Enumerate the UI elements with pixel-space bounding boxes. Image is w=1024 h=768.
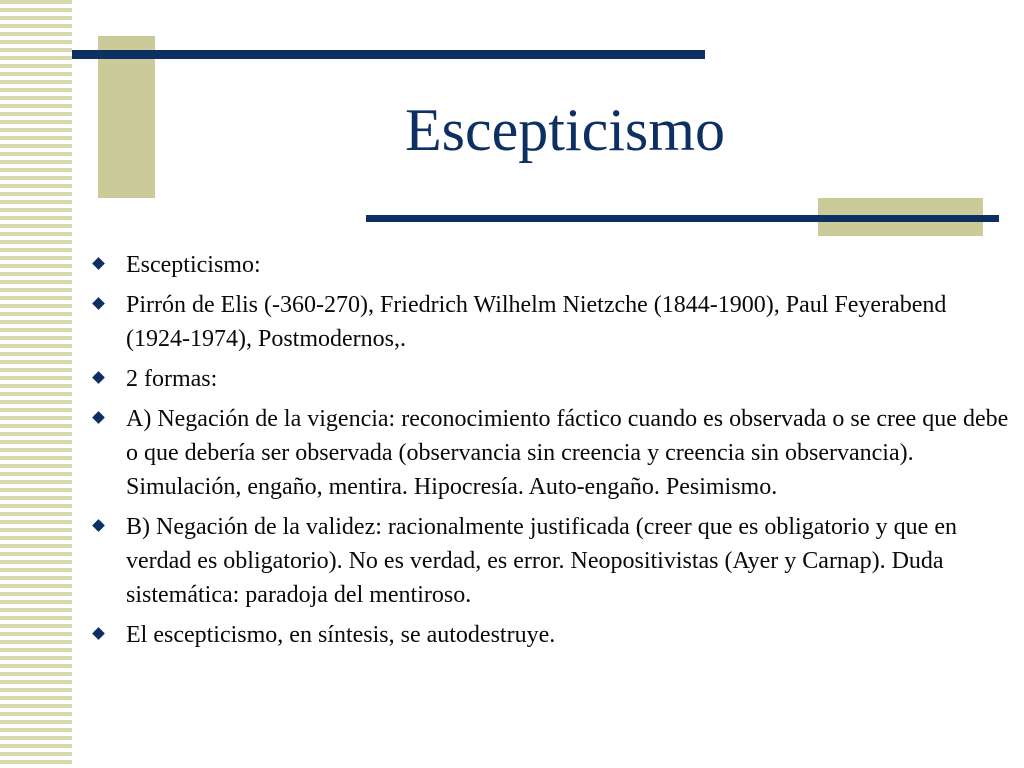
list-item bbox=[88, 618, 1012, 652]
title-rule-top bbox=[72, 50, 705, 59]
bullet-text: 2 formas: bbox=[126, 366, 218, 392]
left-stripe-decoration bbox=[0, 0, 72, 768]
diamond-bullet-icon bbox=[92, 371, 105, 384]
bullet-text: Escepticismo: bbox=[126, 252, 261, 278]
list-item bbox=[88, 362, 1012, 396]
bullet-text: Pirrón de Elis (-360-270), Friedrich Wilhelm Nietzche (1844-1900), Paul Feyerabend (1924-1974), Postmodernos,. bbox=[126, 292, 947, 352]
diamond-bullet-icon bbox=[92, 297, 105, 310]
bullet-text: B) Negación de la validez: racionalmente justificada (creer que es obligatorio y que en verdad es obligatorio). No es verdad, es error. Neopositivistas (Ayer y Carnap). Duda sistemática: paradoja del mentiroso. bbox=[126, 514, 957, 608]
bullet-text: A) Negación de la vigencia: reconocimiento fáctico cuando es observada o se cree que debe o que debería ser observada (observancia sin creencia y creencia sin observancia). Simulación, engaño, mentira. Hipocresía. Auto-engaño. Pesimismo. bbox=[126, 406, 1009, 500]
bullet-list bbox=[88, 248, 1012, 658]
list-item bbox=[88, 510, 1012, 612]
list-item bbox=[88, 288, 1012, 356]
slide-title: Escepticismo bbox=[405, 97, 725, 163]
list-item bbox=[88, 402, 1012, 504]
diamond-bullet-icon bbox=[92, 519, 105, 532]
list-item bbox=[88, 248, 1012, 282]
diamond-bullet-icon bbox=[92, 411, 105, 424]
title-rule-bottom bbox=[366, 215, 999, 222]
diamond-bullet-icon bbox=[92, 627, 105, 640]
diamond-bullet-icon bbox=[92, 257, 105, 270]
accent-block-left bbox=[98, 36, 155, 198]
bullet-text: El escepticismo, en síntesis, se autodestruye. bbox=[126, 622, 556, 648]
